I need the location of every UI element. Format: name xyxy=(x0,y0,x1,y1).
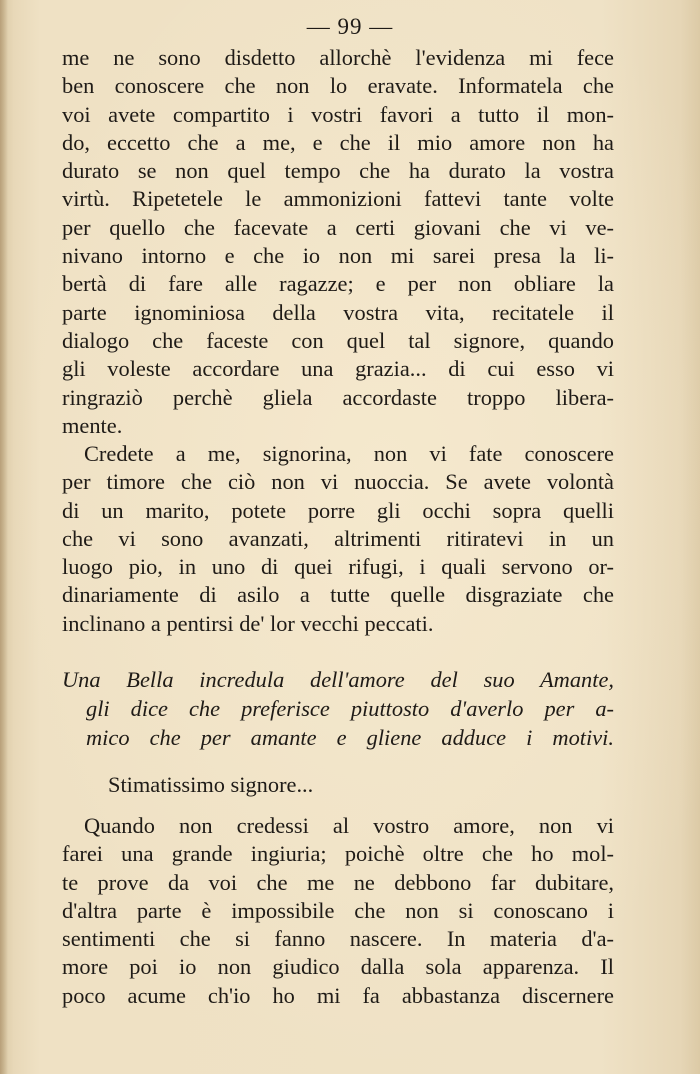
page-gutter-shadow xyxy=(0,0,8,1074)
text-line: nivano intorno e che io non mi sarei presa la li- xyxy=(62,243,614,269)
text-line: more poi io non giudico dalla sola apparenza. Il xyxy=(62,954,614,980)
paragraph xyxy=(62,440,614,638)
text-line: d'altra parte è impossibile che non si conoscano i xyxy=(62,897,614,923)
text-line: virtù. Ripetetele le ammonizioni fattevi tante volte xyxy=(62,186,614,212)
text-line: di un marito, potete porre gli occhi sopra quelli xyxy=(62,497,614,523)
text-line: durato se non quel tempo che ha durato la vostra xyxy=(62,158,614,184)
heading-line: Una Bella incredula dell'amore del suo Amante, xyxy=(62,667,614,692)
text-line: Credete a me, signorina, non vi fate conoscere xyxy=(84,441,614,466)
page-number: — 99 — xyxy=(306,14,394,39)
text-line: gli voleste accordare una grazia... di cui esso vi xyxy=(62,356,614,382)
text-line-last: mente. xyxy=(62,412,123,438)
text-line: me ne sono disdetto allorchè l'evidenza mi fece xyxy=(62,45,614,70)
text-line: do, eccetto che a me, e che il mio amore non ha xyxy=(62,129,614,155)
text-line: luogo pio, in uno di quei rifugi, i quali servono or- xyxy=(62,554,614,580)
text-line: poco acume ch'io ho mi fa abbastanza discernere xyxy=(62,982,614,1008)
text-line: ringraziò perchè gliela accordaste troppo libera- xyxy=(62,384,614,410)
paragraph xyxy=(62,812,614,1010)
text-line: parte ignominiosa della vostra vita, recitatele il xyxy=(62,299,614,325)
letter-heading xyxy=(62,665,614,752)
paragraph-continued xyxy=(62,44,614,440)
heading-line: gli dice che preferisce piuttosto d'averlo per a- xyxy=(86,696,614,721)
text-line: Quando non credessi al vostro amore, non vi xyxy=(84,813,614,838)
text-line: per timore che ciò non vi nuoccia. Se avete volontà xyxy=(62,469,614,495)
text-line: ben conoscere che non lo eravate. Informatela che xyxy=(62,73,614,99)
text-line: per quello che facevate a certi giovani che vi ve- xyxy=(62,214,614,240)
text-line-last: inclinano a pentirsi de' lor vecchi peccati. xyxy=(62,610,434,636)
text-line: dinariamente di asilo a tutte quelle disgraziate che xyxy=(62,582,614,608)
text-line: voi avete compartito i vostri favori a tutto il mon- xyxy=(62,101,614,127)
text-line: farei una grande ingiuria; poichè oltre che ho mol- xyxy=(62,841,614,867)
heading-line: mico che per amante e gliene adduce i motivi. xyxy=(86,725,614,750)
text-line: te prove da voi che me ne debbono far dubitare, xyxy=(62,869,614,895)
text-line: dialogo che faceste con quel tal signore, quando xyxy=(62,327,614,353)
text-line: che vi sono avanzati, altrimenti ritiratevi in un xyxy=(62,525,614,551)
salutation: Stimatissimo signore... xyxy=(108,772,314,797)
text-line: sentimenti che si fanno nascere. In materia d'a- xyxy=(62,926,614,952)
text-line: bertà di fare alle ragazze; e per non obliare la xyxy=(62,271,614,297)
